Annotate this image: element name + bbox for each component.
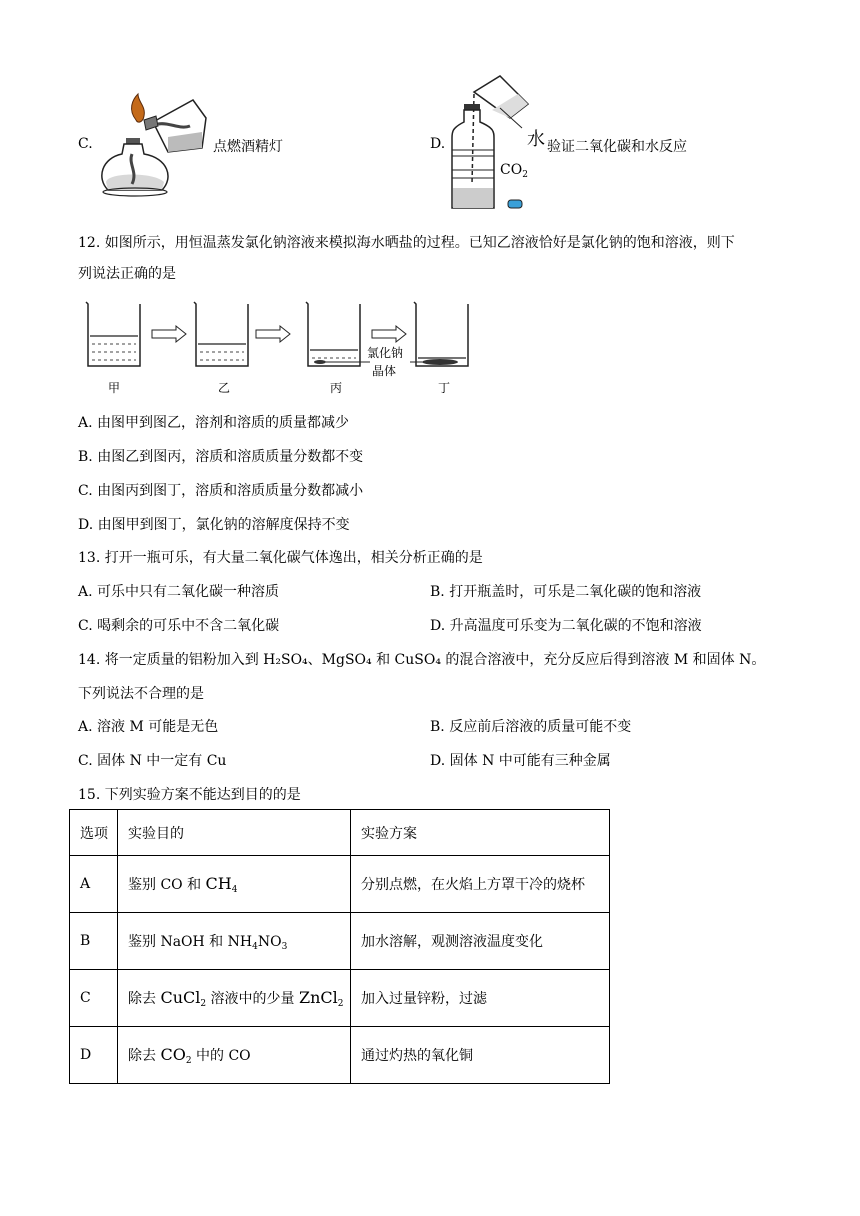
- table-row: [70, 970, 610, 1027]
- option-d-letter: D.: [430, 136, 446, 152]
- beaker-label-yi: 乙: [218, 381, 231, 395]
- q12-option-d: D. 由图甲到图丁，氯化钠的溶解度保持不变: [78, 517, 350, 533]
- evaporation-diagram: [80, 298, 480, 368]
- q14-stem-line2: 下列说法不合理的是: [78, 686, 204, 702]
- q12-stem-line1: 12. 如图所示，用恒温蒸发氯化钠溶液来模拟海水晒盐的过程。已知乙溶液恰好是氯化钠的饱和溶液，则下: [78, 235, 735, 251]
- beaker-label-jia: 甲: [108, 381, 121, 395]
- q13-stem: 13. 打开一瓶可乐，有大量二氧化碳气体逸出，相关分析正确的是: [78, 550, 483, 566]
- q14-option-a: A. 溶液 M 可能是无色: [78, 719, 219, 735]
- table-header-row: [70, 810, 610, 856]
- row-purpose: 鉴别 CO 和 $CH_4$: [118, 856, 351, 913]
- beaker-label-bing: 丙: [330, 381, 343, 395]
- q14-option-c: C. 固体 N 中一定有 Cu: [78, 753, 227, 769]
- row-plan: 加水溶解，观测溶液温度变化: [351, 913, 610, 970]
- bottle-figure: [452, 74, 532, 214]
- row-purpose: 鉴别 NaOH 和 $NH_4NO_3$: [118, 913, 351, 970]
- table-row: [70, 913, 610, 970]
- crystal-label-1: 氯化钠: [367, 346, 404, 360]
- row-plan: 加入过量锌粉，过滤: [351, 970, 610, 1027]
- row-option: D: [70, 1027, 118, 1084]
- row-option: A: [70, 856, 118, 913]
- option-c-caption: 点燃酒精灯: [213, 139, 283, 155]
- experiment-table: [69, 809, 610, 1084]
- beaker-label-ding: 丁: [438, 381, 451, 395]
- header-option: 选项: [70, 810, 118, 856]
- co2-label: $CO_2$: [500, 162, 528, 180]
- q12-stem-line2: 列说法正确的是: [78, 266, 176, 282]
- q12-option-c: C. 由图丙到图丁，溶质和溶质质量分数都减小: [78, 483, 364, 499]
- header-purpose: 实验目的: [118, 810, 351, 856]
- row-purpose: 除去 CuCl$_2$ 溶液中的少量 ZnCl$_2$: [118, 970, 351, 1027]
- header-plan: 实验方案: [351, 810, 610, 856]
- q14-option-b: B. 反应前后溶液的质量可能不变: [430, 719, 632, 735]
- alcohol-lamp-figure: [98, 92, 210, 202]
- option-d-caption: 验证二氧化碳和水反应: [547, 139, 687, 155]
- q15-stem: 15. 下列实验方案不能达到目的的是: [78, 787, 301, 803]
- q14-option-d: D. 固体 N 中可能有三种金属: [430, 753, 611, 769]
- row-option: C: [70, 970, 118, 1027]
- q12-option-b: B. 由图乙到图丙，溶质和溶质质量分数都不变: [78, 449, 364, 465]
- q13-option-c: C. 喝剩余的可乐中不含二氧化碳: [78, 618, 280, 634]
- table-row: [70, 856, 610, 913]
- q12-option-a: A. 由图甲到图乙，溶剂和溶质的质量都减少: [78, 415, 350, 431]
- q13-option-a: A. 可乐中只有二氧化碳一种溶质: [78, 584, 280, 600]
- q13-option-d: D. 升高温度可乐变为二氧化碳的不饱和溶液: [430, 618, 702, 634]
- row-plan: 通过灼热的氧化铜: [351, 1027, 610, 1084]
- option-c-letter: C.: [78, 136, 93, 152]
- crystal-label-2: 晶体: [372, 364, 397, 378]
- row-plan: 分别点燃，在火焰上方罩干冷的烧杯: [351, 856, 610, 913]
- water-label: 水: [527, 129, 545, 150]
- row-purpose: 除去 $CO_2$ 中的 CO: [118, 1027, 351, 1084]
- q14-stem-line1: 14. 将一定质量的铝粉加入到 H₂SO₄、MgSO₄ 和 CuSO₄ 的混合溶液中，充分反应后得到溶液 M 和固体 N。: [78, 652, 766, 668]
- row-option: B: [70, 913, 118, 970]
- q13-option-b: B. 打开瓶盖时，可乐是二氧化碳的饱和溶液: [430, 584, 702, 600]
- table-row: [70, 1027, 610, 1084]
